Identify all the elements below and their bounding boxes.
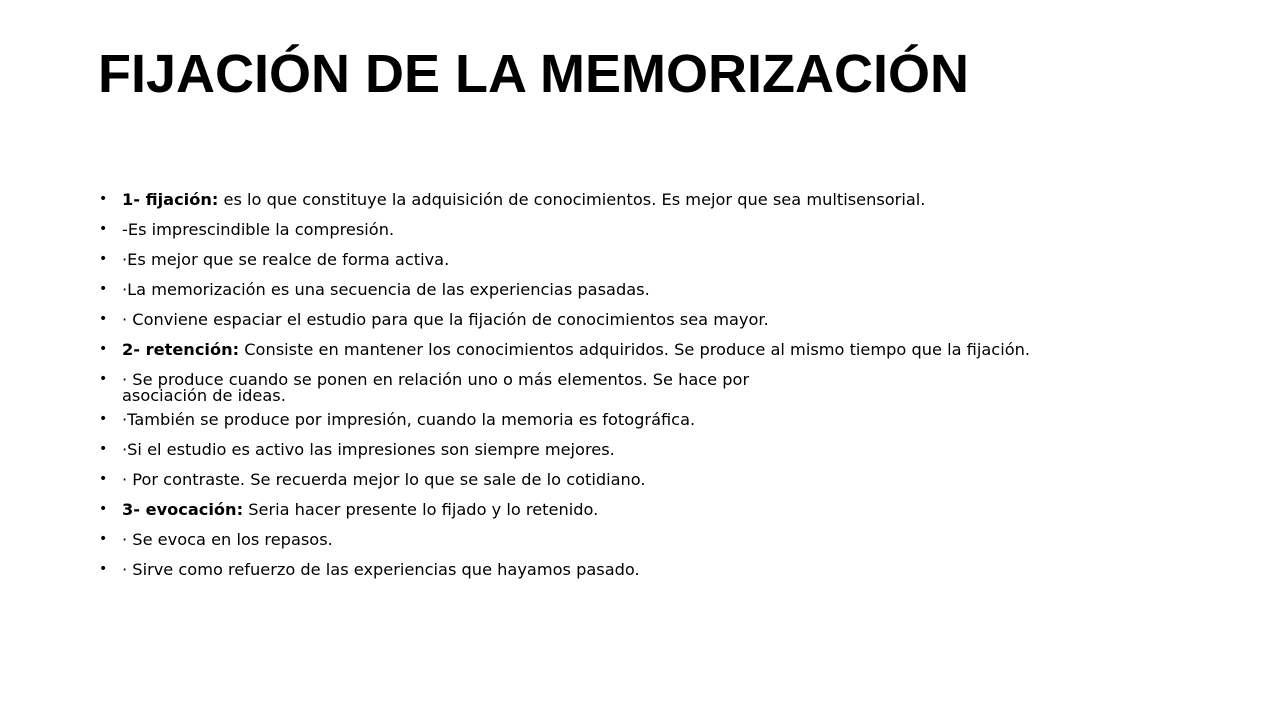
bullet-dot-icon: • — [99, 411, 108, 427]
bullet-item — [96, 190, 1216, 220]
bullet-text: es lo que constituye la adquisición de conocimientos. Es mejor que sea multisensorial. — [218, 190, 926, 209]
bullet-text: · Sirve como refuerzo de las experiencias que hayamos pasado. — [122, 560, 640, 579]
bullet-item — [96, 470, 1216, 500]
bullet-label: 3- evocación: — [122, 500, 244, 519]
bullet-dot-icon: • — [99, 471, 108, 487]
bullet-label: 1- fijación: — [122, 190, 219, 209]
bullet-text: ·Si el estudio es activo las impresiones son siempre mejores. — [122, 440, 615, 459]
bullet-dot-icon: • — [99, 251, 108, 267]
bullet-dot-icon: • — [99, 371, 108, 387]
bullet-text: · Conviene espaciar el estudio para que la fijación de conocimientos sea mayor. — [122, 310, 769, 329]
bullet-text: Consiste en mantener los conocimientos adquiridos. Se produce al mismo tiempo que la fijación. — [239, 340, 1030, 359]
bullet-item — [96, 220, 1216, 250]
bullet-dot-icon: • — [99, 311, 108, 327]
bullet-text: Seria hacer presente lo fijado y lo retenido. — [243, 500, 599, 519]
bullet-dot-icon: • — [99, 441, 108, 457]
bullet-text: ·Es mejor que se realce de forma activa. — [122, 250, 450, 269]
bullet-dot-icon: • — [99, 281, 108, 297]
bullet-text: ·También se produce por impresión, cuando la memoria es fotográfica. — [122, 410, 696, 429]
bullet-text: · Se produce cuando se ponen en relación uno o más elementos. Se hace por — [122, 370, 750, 389]
bullet-item — [96, 340, 1216, 370]
bullet-text-continuation: asociación de ideas. — [122, 386, 286, 405]
bullet-text: · Se evoca en los repasos. — [122, 530, 333, 549]
bullet-dot-icon: • — [99, 501, 108, 517]
bullet-list — [96, 190, 1216, 590]
bullet-text: · Por contraste. Se recuerda mejor lo que se sale de lo cotidiano. — [122, 470, 646, 489]
bullet-dot-icon: • — [99, 341, 108, 357]
bullet-dot-icon: • — [99, 531, 108, 547]
bullet-item — [96, 440, 1216, 470]
bullet-label: 2- retención: — [122, 340, 240, 359]
slide-title: FIJACIÓN DE LA MEMORIZACIÓN — [98, 44, 969, 104]
bullet-item — [96, 250, 1216, 280]
bullet-item — [96, 370, 1216, 410]
bullet-text: -Es imprescindible la compresión. — [122, 220, 395, 239]
bullet-item — [96, 560, 1216, 590]
bullet-text: ·La memorización es una secuencia de las experiencias pasadas. — [122, 280, 650, 299]
bullet-dot-icon: • — [99, 221, 108, 237]
bullet-item — [96, 500, 1216, 530]
bullet-item — [96, 410, 1216, 440]
bullet-dot-icon: • — [99, 561, 108, 577]
bullet-item — [96, 530, 1216, 560]
bullet-item — [96, 310, 1216, 340]
bullet-item — [96, 280, 1216, 310]
bullet-dot-icon: • — [99, 191, 108, 207]
